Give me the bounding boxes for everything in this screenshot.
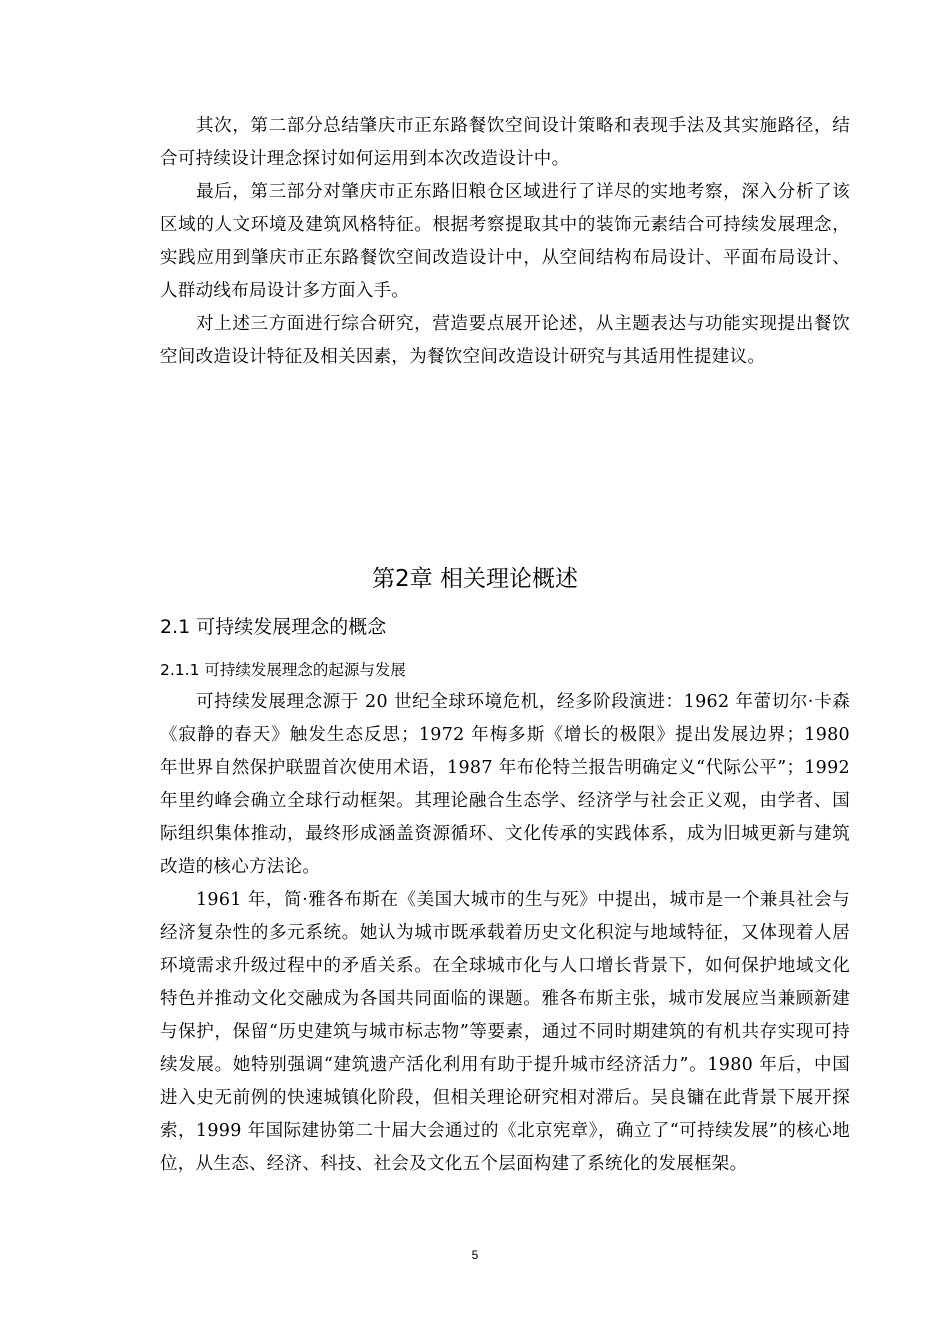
body-paragraph-2: 1961 年，简·雅各布斯在《美国大城市的生与死》中提出，城市是一个兼具社会与经济复杂性的多元系统。她认为城市既承载着历史文化积淀与地域特征，又体现着人居环境需求升级过程中的矛盾关系。在全球城市化与人口增长背景下，如何保护地域文化特色并推动文化交融成为各国共同面临的课题。雅各布斯主张，城市发展应当兼顾新建与保护，保留“历史建筑与城市标志物”等要素，通过不同时期建筑的有机共存实现可持续发展。她特别强调“建筑遗产活化利用有助于提升城市经济活力”。1980 年后，中国进入史无前例的快速城镇化阶段，但相关理论研究相对滞后。吴良镛在此背景下展开探索，1999 年国际建协第二十届大会通过的《北京宪章》，确立了“可持续发展”的核心地位，从生态、经济、科技、社会及文化五个层面构建了系统化的发展框架。: [160, 890, 850, 1174]
intro-paragraph-1: 其次，第二部分总结肇庆市正东路餐饮空间设计策略和表现手法及其实施路径，结合可持续设计理念探讨如何运用到本次改造设计中。: [160, 116, 850, 169]
body-paragraph-1: 可持续发展理念源于 20 世纪全球环境危机，经多阶段演进：1962 年蕾切尔·卡森《寂静的春天》触发生态反思；1972 年梅多斯《增长的极限》提出发展边界；1980 年世界自然保护联盟首次使用术语，1987 年布伦特兰报告明确定义“代际公平”；1992 年里约峰会确立全球行动框架。其理论融合生态学、经济学与社会正义观，由学者、国际组织集体推动，最终形成涵盖资源循环、文化传承的实践体系，成为旧城更新与建筑改造的核心方法论。: [160, 692, 850, 877]
section-title: 2.1 可持续发展理念的概念: [160, 616, 387, 638]
subsection-title: 2.1.1 可持续发展理念的起源与发展: [160, 661, 406, 679]
intro-paragraph-3: 对上述三方面进行综合研究，营造要点展开论述，从主题表达与功能实现提出餐饮空间改造设计特征及相关因素，为餐饮空间改造设计研究与其适用性提建议。: [160, 314, 850, 367]
chapter-title: 第2章 相关理论概述: [372, 566, 578, 592]
intro-paragraph-2: 最后，第三部分对肇庆市正东路旧粮仓区域进行了详尽的实地考察，深入分析了该区域的人文环境及建筑风格特征。根据考察提取其中的装饰元素结合可持续发展理念，实践应用到肇庆市正东路餐饮空间改造设计中，从空间结构布局设计、平面布局设计、人群动线布局设计多方面入手。: [160, 182, 850, 301]
page-number: 5: [471, 1248, 479, 1262]
body-text-block: [160, 686, 850, 1181]
intro-text-block: [160, 110, 850, 374]
